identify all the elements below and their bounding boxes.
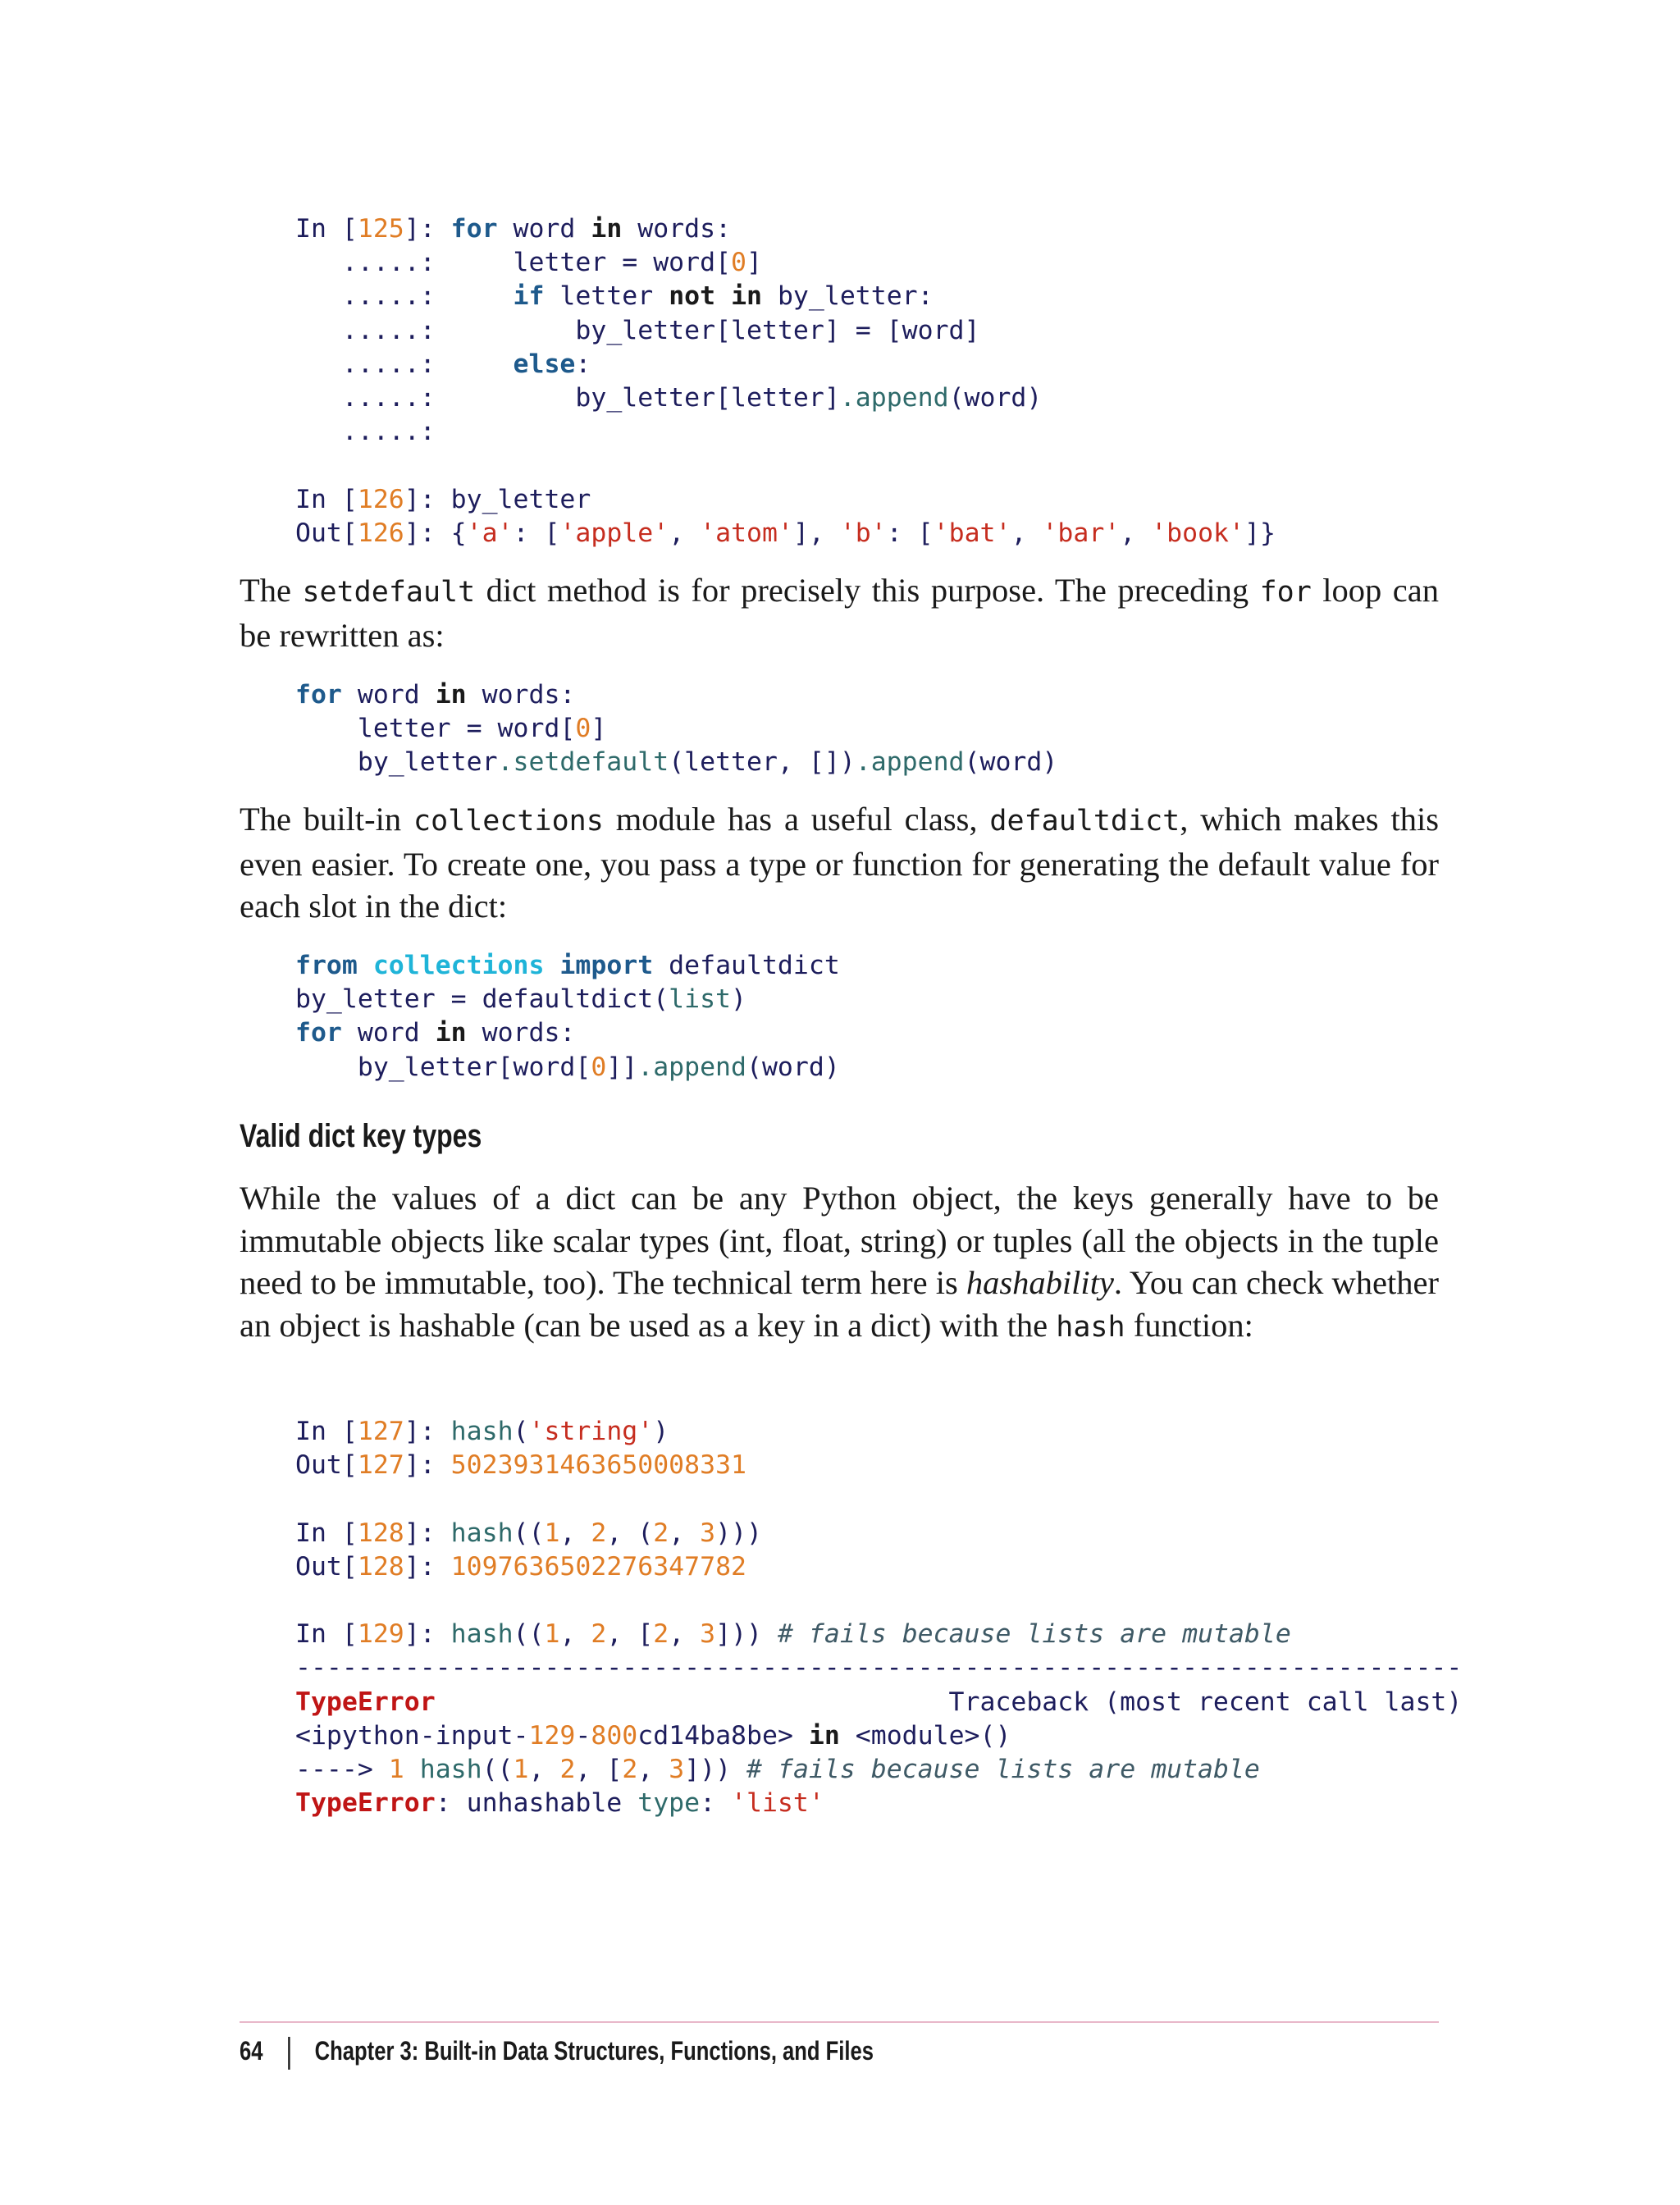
inline-code: setdefault: [302, 576, 476, 609]
footer-rule: [240, 2021, 1439, 2023]
code-line: for word in words:: [450, 214, 732, 244]
inline-code: for: [1259, 576, 1312, 609]
page-number: 64: [240, 2036, 263, 2066]
code-block-hash-session: In [127]: hash('string') Out[127]: 5023931463650008331 In [128]: hash((1, 2, (2, 3))) Out[128]: 1097636502276347782 In [129]: hash((1, 2, [2, 3])) # fails because lists are mutable --------------------------------------------------------------------------- TypeError Traceback (most recent call last) <ipython-input-129-800cd14ba8be> in <module>() ----> 1 hash((1, 2, [2, 3])) # fails because lists are mutable TypeError: unhashable type: 'list': [295, 1417, 1463, 1819]
paragraph-defaultdict: The built-in collections module has a useful class, defaultdict, which makes this even easier. To create one, you pass a type or function for generating the default value for each slot in the dict:: [240, 801, 1439, 924]
inline-code: hash: [1056, 1310, 1125, 1344]
paragraph-hashability: While the values of a dict can be any Python object, the keys generally have to be immutable objects like scalar types (int, float, string) or tuples (all the objects in the tuple need to be immutable, too). The technical term here is hashability. You can check whether an object is hashable (can be used as a key in a dict) with the hash function:: [240, 1180, 1439, 1344]
chapter-title: Chapter 3: Built-in Data Structures, Functions, and Files: [314, 2036, 874, 2066]
code-block-session-125-126: In [125]: for word in words: .....: letter = word[0] .....: if letter not in by_letter: .....: by_letter[letter] = [word] .....: else: .....: by_letter[letter].append(word) .....: In [126]: by_letter Out[126]: {'a': ['apple', 'atom'], 'b': ['bat', 'bar', 'book']}: [295, 214, 1276, 548]
paragraph-setdefault: The setdefault dict method is for precisely this purpose. The preceding for loop can be rewritten as:: [240, 572, 1439, 654]
emphasis-term: hashability: [966, 1264, 1114, 1301]
prompt: In [125]:: [295, 214, 451, 244]
code-block-setdefault: for word in words: letter = word[0] by_letter.setdefault(letter, []).append(word): [295, 680, 1058, 778]
inline-code: collections: [413, 805, 604, 838]
footer-separator: [288, 2037, 290, 2070]
section-heading: Valid dict key types: [240, 1118, 482, 1154]
code-block-defaultdict: from collections import defaultdict by_letter = defaultdict(list) for word in words: by_letter[word[0]].append(word): [295, 951, 840, 1082]
page-footer: [240, 2026, 874, 2075]
inline-code: defaultdict: [989, 805, 1180, 838]
